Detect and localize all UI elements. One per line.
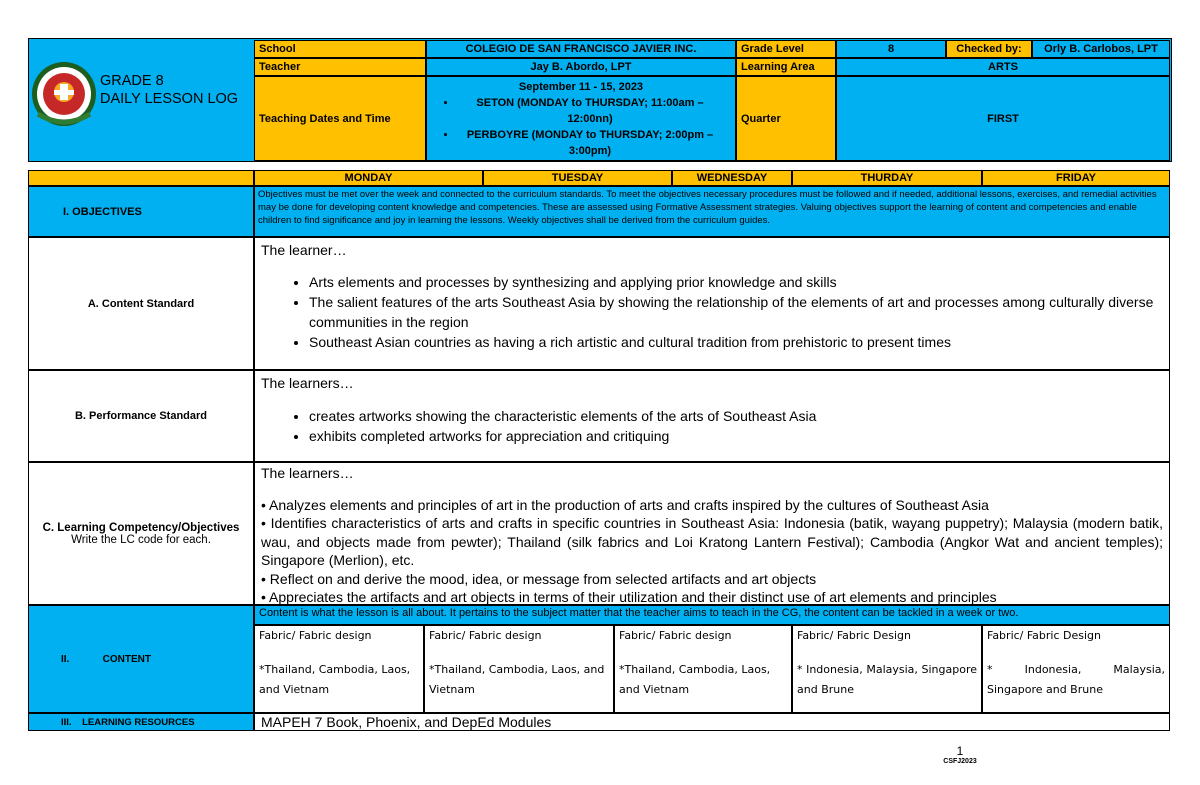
competency-intro: The learners… — [261, 465, 354, 481]
content-cell-body: * Indonesia, Malaysia, Singapore and Brune — [797, 663, 977, 696]
competency-item-text: Identifies characteristics of arts and crafts in specific countries in Southeast Asia: Indonesia (batik, wayang puppetry); Malaysia (modern batik, wau, and objects made from pewter); Thailand (silk fabrics and Loi Kratong Lantern Festival); Cambodia (Angkor Wat and ancient temples); Singapore (Merlion), etc. — [261, 515, 1163, 568]
title-line-1: GRADE 8 — [100, 73, 164, 89]
performance-standard-label: B. Performance Standard — [28, 370, 254, 462]
day-monday: MONDAY — [254, 170, 483, 186]
competency-body — [254, 462, 1170, 605]
day-tuesday: TUESDAY — [483, 170, 672, 186]
competency-item: • Appreciates the artifacts and art objects in terms of their utilization and their distinct use of art elements and principles — [261, 589, 997, 605]
competency-sublabel: Write the LC code for each. — [71, 533, 211, 546]
school-value: COLEGIO DE SAN FRANCISCO JAVIER INC. — [426, 40, 736, 58]
content-standard-list — [261, 272, 1163, 352]
content-standard-body — [254, 237, 1170, 370]
performance-standard-intro: The learners… — [261, 375, 354, 391]
resources-value: MAPEH 7 Book, Phoenix, and DepEd Modules — [254, 713, 1170, 731]
teacher-label: Teacher — [254, 58, 426, 76]
school-seal-logo — [30, 58, 98, 132]
competency-item-text: Reflect on and derive the mood, idea, or message from selected artifacts and art objects — [269, 570, 817, 587]
grade-level-label: Grade Level — [736, 40, 836, 58]
performance-standard-item: • exhibits completed artworks for appreciation and critiquing — [309, 426, 1163, 446]
day-wednesday: WEDNESDAY — [672, 170, 792, 186]
content-cell-friday — [982, 625, 1170, 713]
competency-item: • Reflect on and derive the mood, idea, or message from selected artifacts and art objects — [261, 570, 817, 587]
competency-label-cell — [28, 462, 254, 605]
lesson-log-title — [100, 72, 256, 108]
content-standard-intro: The learner… — [261, 242, 347, 258]
page-number: 1 — [956, 744, 964, 758]
competency-item: • Identifies characteristics of arts and crafts in specific countries in Southeast Asia: Indonesia (batik, wayang puppetry); Malaysia (modern batik, wau, and objects made from pewter); Thailand (silk fabrics and Loi Kratong Lantern Festival); Cambodia (Angkor Wat and ancient temples); Singapore (Merlion), etc. — [261, 515, 1163, 568]
grade-level-value: 8 — [836, 40, 946, 58]
content-note: Content is what the lesson is all about. It pertains to the subject matter that the teacher aims to teach in the CG, the content can be tackled in a week or two. — [254, 605, 1170, 625]
day-header-spacer — [28, 170, 254, 186]
teacher-value: Jay B. Abordo, LPT — [426, 58, 736, 76]
content-label: II. CONTENT — [28, 605, 254, 713]
competency-item-text: Analyzes elements and principles of art in the production of arts and crafts inspired by the cultures of Southeast Asia — [269, 496, 989, 513]
dates-list — [427, 95, 735, 159]
competency-item-text: Appreciates the artifacts and art objects in terms of their utilization and their distinct use of art elements and principles — [269, 589, 997, 605]
objectives-label: I. OBJECTIVES — [28, 186, 254, 237]
content-cell-title: Fabric/ Fabric Design — [797, 629, 912, 642]
dates-item-seton: • SETON (MONDAY to THURSDAY; 11:00am – 12:00nn) — [457, 95, 735, 127]
performance-standard-item: • creates artworks showing the characteristic elements of the arts of Southeast Asia — [309, 406, 1163, 426]
content-cell-title: Fabric/ Fabric design — [429, 629, 542, 642]
resources-label: III. LEARNING RESOURCES — [28, 713, 254, 731]
content-cell-body: *Thailand, Cambodia, Laos, and Vietnam — [429, 663, 605, 696]
content-cell-title: Fabric/ Fabric design — [619, 629, 732, 642]
checked-by-label: Checked by: — [946, 40, 1032, 58]
content-cell-monday — [254, 625, 424, 713]
dates-title: September 11 - 15, 2023 — [518, 81, 644, 93]
content-cell-body: * Indonesia, Malaysia, Singapore and Brune — [987, 663, 1165, 696]
quarter-label: Quarter — [736, 76, 836, 161]
day-thursday: THURDAY — [792, 170, 982, 186]
checked-by-value: Orly B. Carlobos, LPT — [1032, 40, 1170, 58]
content-cell-wednesday — [614, 625, 792, 713]
school-label: School — [254, 40, 426, 58]
day-friday: FRIDAY — [982, 170, 1170, 186]
teaching-dates-label: Teaching Dates and Time — [254, 76, 426, 161]
content-cell-body: *Thailand, Cambodia, Laos, and Vietnam — [619, 663, 771, 696]
competency-label: C. Learning Competency/Objectives — [42, 521, 240, 534]
performance-standard-list — [261, 406, 1163, 446]
content-standard-item: • Southeast Asian countries as having a rich artistic and cultural tradition from prehistoric to present times — [309, 332, 1163, 352]
dates-item-perboyre: • PERBOYRE (MONDAY to THURSDAY; 2:00pm – 3:00pm) — [457, 127, 735, 159]
content-cell-title: Fabric/ Fabric Design — [987, 629, 1102, 642]
content-cell-title: Fabric/ Fabric design — [259, 629, 372, 642]
title-line-2: DAILY LESSON LOG — [100, 91, 239, 107]
footer-code: CSFJ2023 — [943, 758, 977, 765]
learning-area-label: Learning Area — [736, 58, 836, 76]
quarter-value: FIRST — [836, 76, 1170, 161]
competency-item: • Analyzes elements and principles of art in the production of arts and crafts inspired by the cultures of Southeast Asia — [261, 496, 989, 513]
performance-standard-body — [254, 370, 1170, 462]
objectives-note: Objectives must be met over the week and connected to the curriculum standards. To meet the objectives necessary procedures must be followed and if needed, additional lessons, exercises, and remedial activities may be done for developing content knowledge and competencies. These are assessed using Formative Assessment strategies. Valuing objectives support the learning of content and competencies and enable children to find significance and joy in learning the lessons. Weekly objectives shall be derived from the curriculum guides. — [254, 186, 1170, 237]
content-cell-tuesday — [424, 625, 614, 713]
content-standard-item: • The salient features of the arts Southeast Asia by showing the relationship of the elements of art and processes among culturally diverse communities in the region — [309, 292, 1163, 332]
learning-area-value: ARTS — [836, 58, 1170, 76]
teaching-dates-value — [426, 76, 736, 161]
content-cell-body: *Thailand, Cambodia, Laos, and Vietnam — [259, 663, 411, 696]
content-cell-thursday — [792, 625, 982, 713]
content-standard-label: A. Content Standard — [28, 237, 254, 370]
content-standard-item: • Arts elements and processes by synthesizing and applying prior knowledge and skills — [309, 272, 1163, 292]
